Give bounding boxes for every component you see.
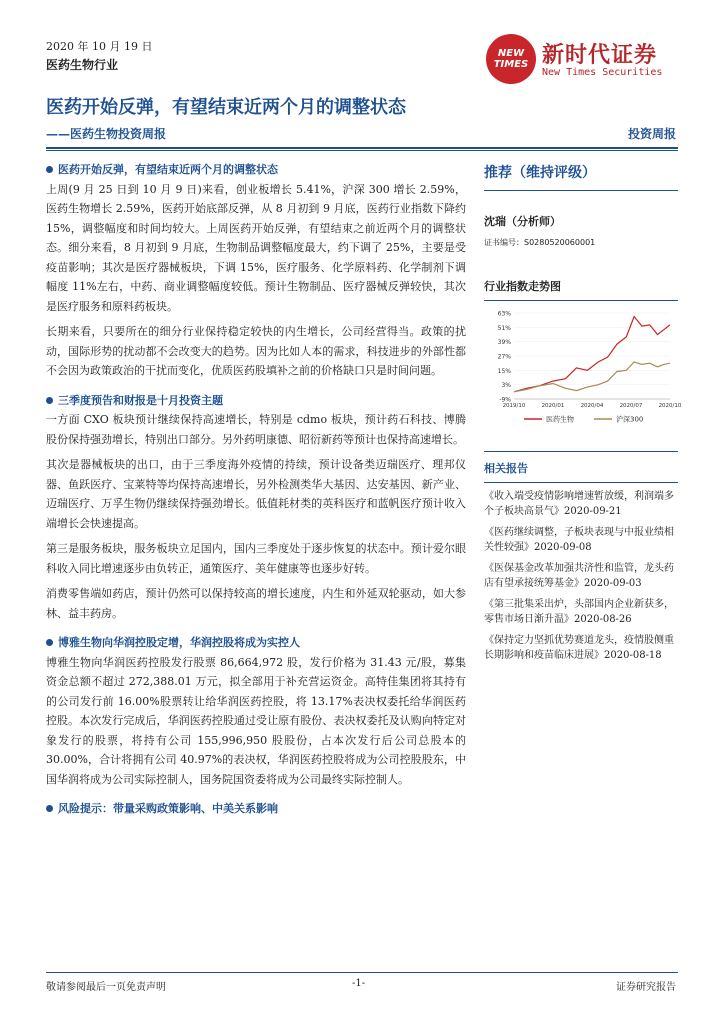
x-tick-label: 2019/10 (502, 403, 526, 409)
y-tick-label: 27% (497, 353, 511, 361)
related-report-date: 2020-08-26 (574, 614, 632, 625)
x-tick-label: 2020/04 (580, 403, 604, 409)
related-report-title: 《医保基金改革加强共济性和监管，龙头药店有望承接统筹基金》 (484, 563, 674, 589)
related-report-date: 2020-09-21 (564, 506, 622, 517)
related-report-title: 《第三批集采出炉，头部国内企业新获多，零售市场日渐升温》 (484, 599, 674, 625)
bullet-icon (46, 639, 53, 646)
cert-label: 证书编号： (484, 238, 524, 247)
section-heading-text: 博雅生物向华润控股定增，华润控股将成为实控人 (58, 636, 300, 649)
cert-value: S0280520060001 (524, 238, 596, 247)
footer-divider (46, 972, 678, 973)
related-report-title: 《保持定力坚抓优势赛道龙头，疫情股侧重长期影响和疫苗临床进展》 (484, 635, 674, 661)
related-report-item[interactable] (484, 489, 678, 519)
page-subtitle: ——医药生物投资周报 (46, 127, 167, 141)
footer-disclaimer: 敬请参阅最后一页免责声明 (46, 982, 166, 993)
legend-label: 医药生物 (546, 415, 574, 424)
related-report-date: 2020-09-08 (534, 542, 592, 553)
sidebar-divider (484, 451, 678, 452)
sidebar-divider (484, 482, 678, 483)
report-date: 2020 年 10 月 19 日 (46, 40, 153, 53)
bullet-icon (46, 397, 53, 404)
related-reports-list (484, 489, 678, 663)
related-reports-title: 相关报告 (484, 462, 528, 475)
section-heading-text: 风险提示：带量采购政策影响、中美关系影响 (58, 802, 278, 815)
report-type: 投资周报 (627, 127, 676, 141)
related-report-date: 2020-08-18 (604, 650, 662, 661)
rating: 推荐（维持评级） (484, 165, 596, 181)
header-divider (46, 147, 678, 149)
series-line-pharma (514, 317, 670, 392)
bullet-icon (46, 166, 53, 173)
company-logo-badge (486, 34, 536, 84)
legend-label: 沪深300 (616, 415, 644, 424)
related-report-title: 《收入端受疫情影响增速暂放缓，利润端多个子板块高景气》 (484, 491, 674, 517)
cert-number (484, 237, 678, 248)
related-report-item[interactable] (484, 525, 678, 555)
y-tick-label: 3% (501, 382, 511, 390)
company-name-cn: 新时代证券 (542, 42, 658, 68)
y-tick-label: 15% (497, 367, 511, 375)
paragraph: 第三是服务板块，服务板块立足国内，国内三季度处于逐步恢复的状态中。预计爱尔眼科收入同比增速逐步由负转正，通策医疗、美年健康等也逐步好转。 (46, 542, 466, 575)
y-tick-label: 51% (497, 324, 511, 332)
paragraph: 其次是器械板块的出口，由于三季度海外疫情的持续，预计设备类迈瑞医疗、理邦仪器、鱼跃医疗、宝莱特等均保持高速增长，另外检测类华大基因、达安基因、新产业、迈瑞医疗、万孚生物仍继续保持强劲增长。低值耗材类的英科医疗和蓝帆医疗预计收入端增长会快速提高。 (46, 458, 466, 530)
page-title: 医药开始反弹，有望结束近两个月的调整状态 (46, 97, 406, 118)
sidebar-divider (484, 190, 678, 191)
paragraph: 上周(9 月 25 日到 10 月 9 日)来看，创业板增长 5.41%，沪深 300 增长 2.59%，医药生物增长 2.59%，医药开始底部反弹，从 8 月初到 9 月底，医药行业指数下降约 15%，调整幅度和时间均较大。上周医药开始反弹，有望结束之前近两个月的调整状态。细分来看，8 月初到 9 月底，生物制品调整幅度最大，约下调了 25%，主要是受疫苗影响；其次是医疗器械板块，下调 15%，医疗服务、化学原料药、化学制剂下调幅度 11%左右，中药、商业调整幅度较低。预计生物制品、医疗器械反弹较快，其次是医疗服务和原料药板块。 (46, 182, 466, 313)
industry-label: 医药生物行业 (46, 58, 119, 72)
section-heading (46, 633, 466, 653)
related-report-title: 《医药继续调整，子板块表现与中报业绩相关性较强》 (484, 527, 674, 553)
section-heading (46, 799, 466, 819)
related-report-item[interactable] (484, 597, 678, 627)
x-tick-label: 2020/07 (619, 403, 643, 409)
paragraph: 一方面 CXO 板块预计继续保持高速增长，特别是 cdmo 板块，预计药石科技、博腾股份保持强劲增长，特别出口部分。另外药明康德、昭衍新药等预计也保持高速增长。 (46, 413, 466, 446)
section-heading (46, 391, 466, 411)
index-trend-chart (484, 307, 682, 437)
y-tick-label: -9% (499, 396, 511, 404)
main-content (46, 160, 466, 819)
x-tick-label: 2020/10 (658, 403, 682, 409)
section-heading-text: 医药开始反弹，有望结束近两个月的调整状态 (58, 163, 278, 176)
logo-badge-line2: TIMES (493, 59, 529, 70)
section-heading (46, 160, 466, 180)
sidebar-divider (484, 300, 678, 301)
paragraph: 博雅生物向华润医药控股发行股票 86,664,972 股，发行价格为 31.43 元/股，募集资金总额不超过 272,388.01 万元，拟全部用于补充营运资金。高特佳集团将其持有的公司发行前 16.00%股票转让给华润医药控股，将 13.17%表决权委托给华润医药控股。本次发行完成后，华润医药控股通过受让原有股份、表决权委托及认购向特定对象发行的股票，将持有公司 155,996,950 股股份，占本次发行后公司总股本的 30.00%，合计将拥有公司 40.97%的表决权，华润医药控股将成为公司控股股东，中国华润将成为公司实际控制人，国务院国资委将成为公司最终实际控制人。 (46, 655, 466, 786)
analyst-name: 沈瑞（分析师） (484, 215, 561, 228)
related-report-date: 2020-09-03 (584, 578, 642, 589)
paragraph: 长期来看，只要所在的细分行业保持稳定较快的内生增长，公司经营得当。政策的扰动，国际形势的扰动都不会改变大的趋势。因为比如人本的需求，科技进步的外部性都不会因为政策政治的干扰而变化，优质医药股填补之前的价格缺口只是时间问题。 (46, 325, 466, 377)
y-tick-label: 63% (497, 310, 511, 318)
sidebar (484, 160, 682, 669)
header-divider-thin (46, 150, 678, 151)
related-report-item[interactable] (484, 633, 678, 663)
related-report-item[interactable] (484, 561, 678, 591)
section-heading-text: 三季度预告和财报是十月投资主题 (58, 393, 223, 407)
company-name-en: New Times Securities (542, 67, 663, 78)
bullet-icon (46, 805, 53, 812)
x-tick-label: 2020/01 (541, 403, 565, 409)
page-number: -1- (352, 978, 366, 989)
chart-title: 行业指数走势图 (484, 280, 561, 293)
y-tick-label: 39% (497, 339, 511, 347)
footer-report-type: 证券研究报告 (616, 982, 676, 993)
paragraph: 消费零售端如药店，预计仍然可以保持较高的增长速度，内生和外延双轮驱动，如大参林、益丰药房。 (46, 587, 466, 620)
logo-badge-line1: NEW (497, 48, 525, 59)
